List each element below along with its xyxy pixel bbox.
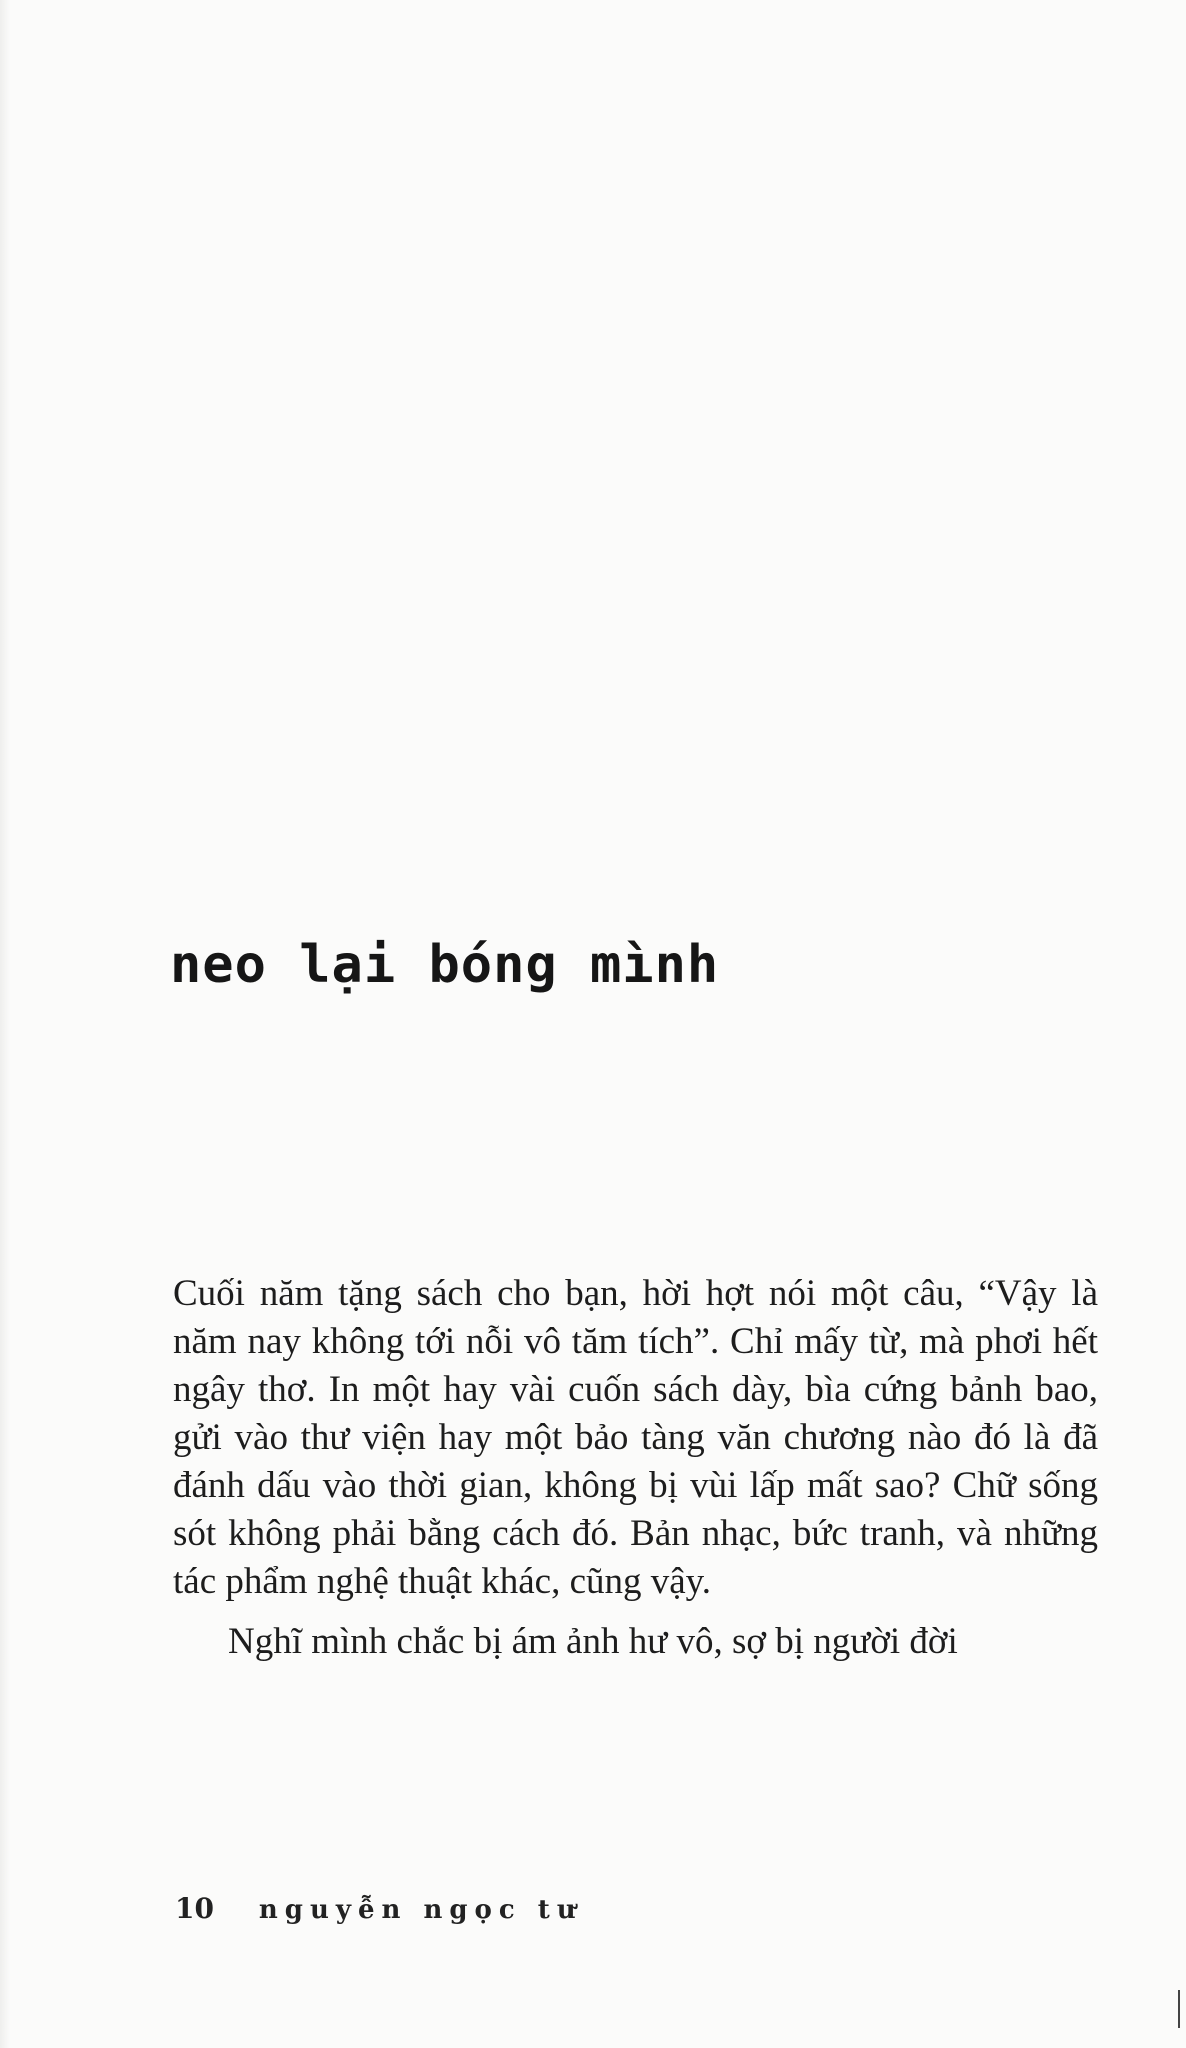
running-head-author: nguyễn ngọc tư xyxy=(258,1895,583,1925)
page-edge-mark xyxy=(1178,1990,1180,2028)
paragraph-2: Nghĩ mình chắc bị ám ảnh hư vô, sợ bị người đời xyxy=(228,1621,958,1662)
paragraph-1: Cuối năm tặng sách cho bạn, hời hợt nói một câu, “Vậy là năm nay không tới nỗi vô tăm tích”. Chỉ mấy từ, mà phơi hết ngây thơ. In một hay vài cuốn sách dày, bìa cứng bảnh bao, gửi vào thư viện hay một bảo tàng văn chương nào đó là đã đánh dấu vào thời gian, không bị vùi lấp mất sao? Chữ sống sót không phải bằng cách đó. Bản nhạc, bức tranh, và những tác phẩm nghệ thuật khác, cũng vậy. xyxy=(173,1273,1098,1602)
page-edge-shadow xyxy=(0,0,10,2048)
chapter-title: neo lại bóng mình xyxy=(170,935,720,995)
page-number: 10 xyxy=(175,1892,214,1925)
page-footer xyxy=(175,1892,583,1925)
body-text xyxy=(173,1270,1098,1678)
